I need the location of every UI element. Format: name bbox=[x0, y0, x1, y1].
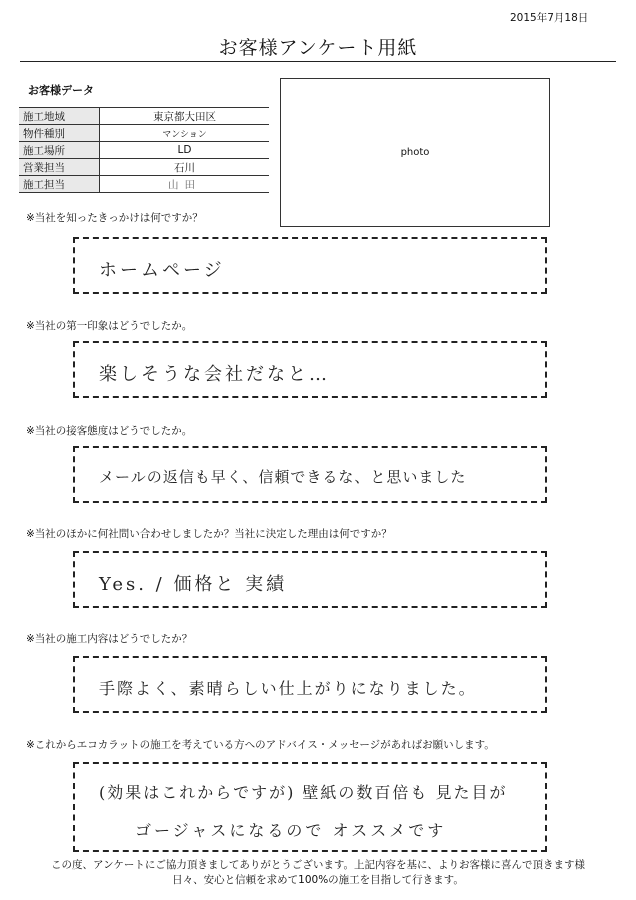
question-6: ※これからエコカラットの施工を考えている方へのアドバイス・メッセージがあればお願いします。 bbox=[26, 739, 495, 751]
answer-box-4 bbox=[73, 551, 547, 608]
answer-box-1 bbox=[73, 237, 547, 294]
answer-text-6b: ゴージャスになるので オススメです bbox=[135, 821, 447, 840]
info-label: 施工担当 bbox=[19, 176, 100, 193]
question-2: ※当社の第一印象はどうでしたか。 bbox=[26, 320, 193, 332]
answer-text-2: 楽しそうな会社だなと… bbox=[99, 364, 330, 385]
info-value: 石川 bbox=[100, 159, 270, 176]
info-value bbox=[100, 176, 270, 193]
answer-box-6 bbox=[73, 762, 547, 852]
page-title: お客様アンケート用紙 bbox=[218, 37, 418, 59]
customer-info-table bbox=[19, 107, 269, 193]
info-label: 施工地域 bbox=[19, 108, 100, 125]
info-row bbox=[19, 108, 269, 125]
answer-box-2 bbox=[73, 341, 547, 398]
answer-box-3 bbox=[73, 446, 547, 503]
info-row bbox=[19, 142, 269, 159]
info-row bbox=[19, 159, 269, 176]
question-1: ※当社を知ったきっかけは何ですか？ bbox=[26, 212, 203, 224]
info-value: LD bbox=[100, 142, 270, 159]
answer-text-6a: (効果はこれからですが) 壁紙の数百倍も 見た目が bbox=[99, 783, 508, 802]
info-row bbox=[19, 125, 269, 142]
handwritten-staff-name: 山田 bbox=[168, 178, 201, 191]
answer-text-3: メールの返信も早く、信頼できるな、と思いました bbox=[99, 468, 467, 486]
footer-line-2: 日々、安心と信頼を求めて100%の施工を目指して行きます。 bbox=[172, 874, 464, 886]
question-5: ※当社の施工内容はどうでしたか？ bbox=[26, 633, 193, 645]
info-row bbox=[19, 176, 269, 193]
info-label: 物件種別 bbox=[19, 125, 100, 142]
title-underline bbox=[20, 61, 616, 62]
answer-box-5 bbox=[73, 656, 547, 713]
survey-date: 2015年7月18日 bbox=[510, 12, 589, 24]
question-4: ※当社のほかに何社問い合わせしましたか？当社に決定した理由は何ですか？ bbox=[26, 528, 392, 540]
customer-data-heading: お客様データ bbox=[28, 84, 94, 97]
footer-line-1: この度、アンケートにご協力頂きましてありがとうございます。上記内容を基に、よりお客様に喜んで頂きます様 bbox=[50, 859, 586, 871]
answer-text-5: 手際よく、素晴らしい仕上がりになりました。 bbox=[99, 679, 477, 698]
info-label: 施工場所 bbox=[19, 142, 100, 159]
question-3: ※当社の接客態度はどうでしたか。 bbox=[26, 425, 193, 437]
answer-text-4: Yes. / 価格と 実績 bbox=[99, 574, 288, 595]
info-label: 営業担当 bbox=[19, 159, 100, 176]
info-value: 東京都大田区 bbox=[100, 108, 270, 125]
photo-label: photo bbox=[400, 147, 430, 158]
photo-placeholder bbox=[280, 78, 550, 227]
info-value: マンション bbox=[100, 125, 270, 142]
answer-text-1: ホームページ bbox=[99, 260, 225, 281]
